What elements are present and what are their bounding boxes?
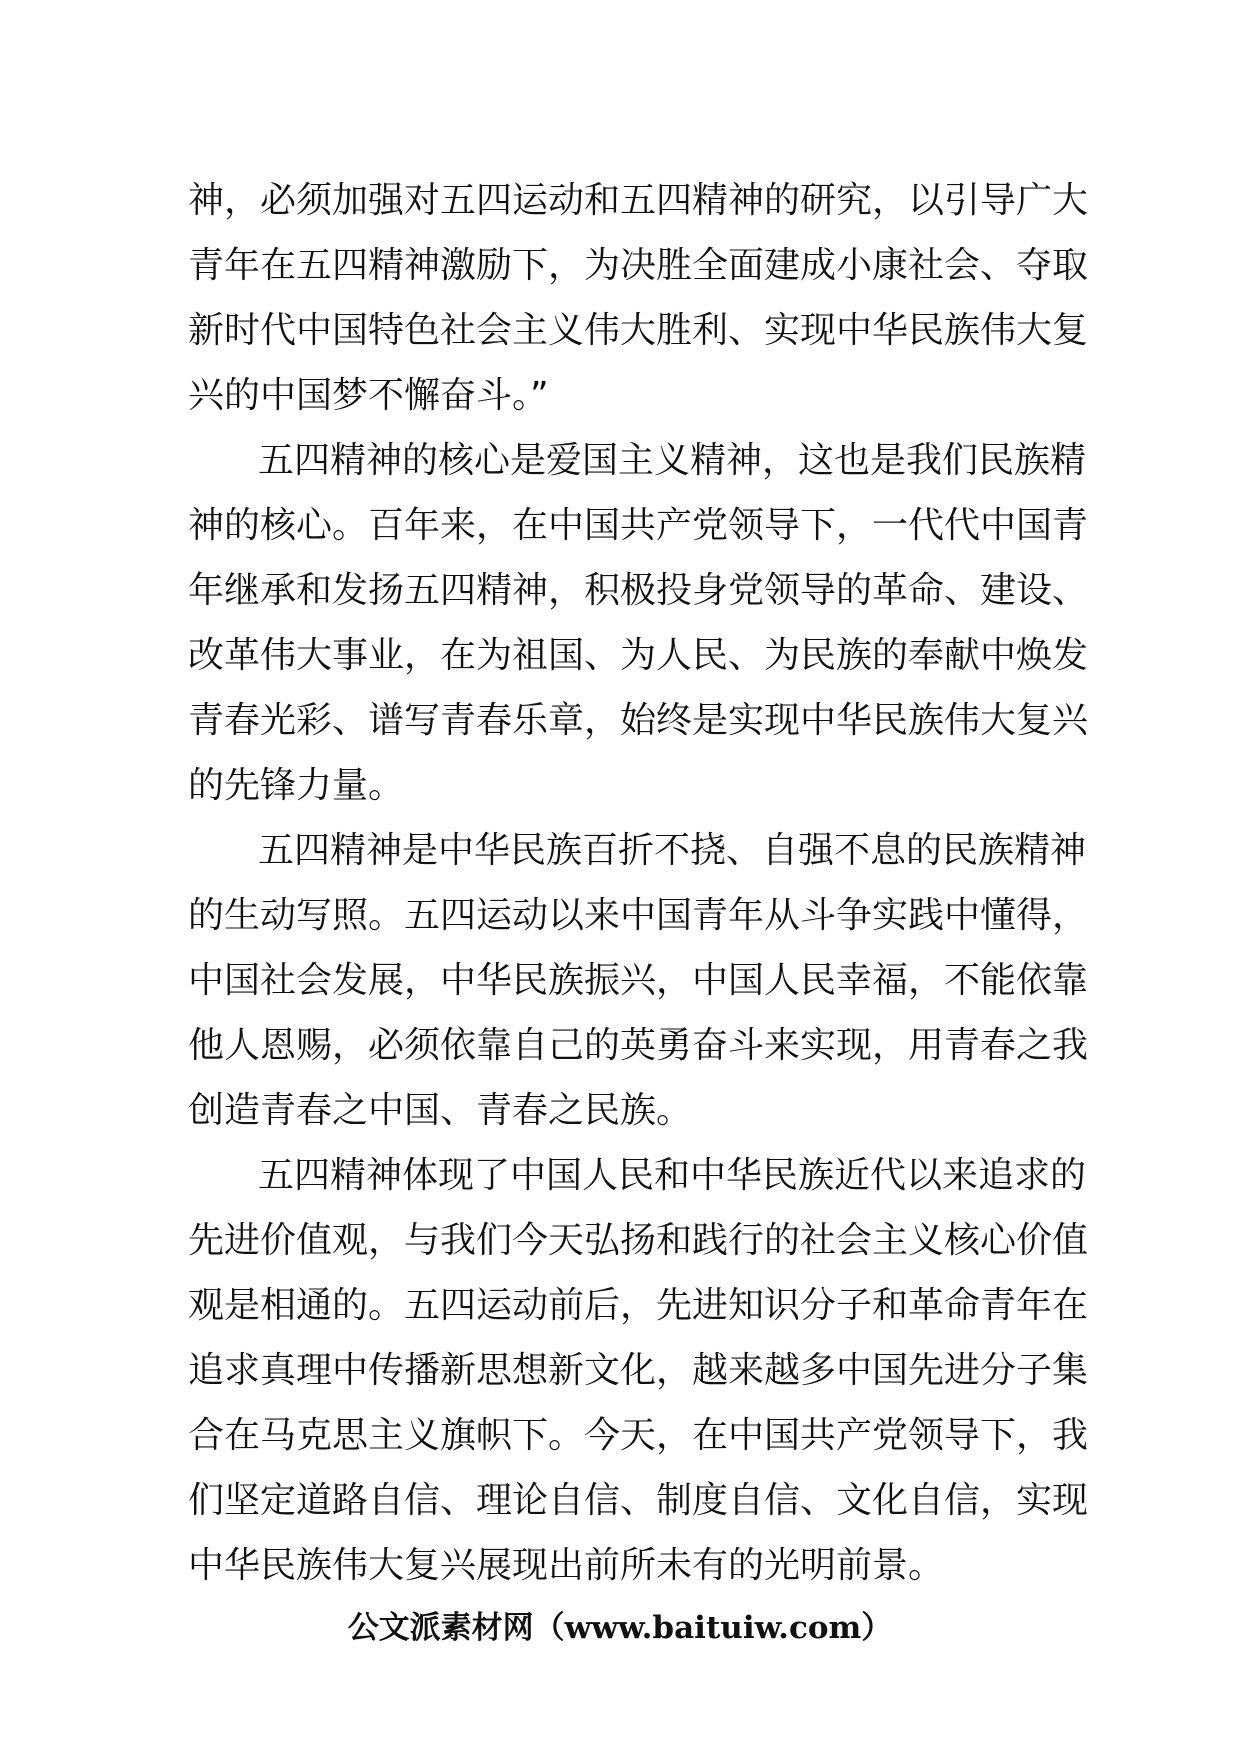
text-line: 先进价值观，与我们今天弘扬和践行的社会主义核心价值 — [188, 1220, 1089, 1261]
paragraph — [188, 168, 1089, 428]
text-line: 的生动写照。五四运动以来中国青年从斗争实践中懂得， — [188, 895, 1089, 936]
text-line: 五四精神的核心是爱国主义精神，这也是我们民族精 — [258, 440, 1087, 481]
text-line: 们坚定道路自信、理论自信、制度自信、文化自信，实现 — [188, 1480, 1089, 1521]
text-line: 青年在五四精神激励下，为决胜全面建成小康社会、夺取 — [188, 245, 1089, 286]
text-line: 改革伟大事业，在为祖国、为人民、为民族的奉献中焕发 — [188, 635, 1089, 676]
text-line: 中国社会发展，中华民族振兴，中国人民幸福，不能依靠 — [188, 960, 1089, 1001]
text-line: 神的核心。百年来，在中国共产党领导下，一代代中国青 — [188, 505, 1089, 546]
text-line: 追求真理中传播新思想新文化，越来越多中国先进分子集 — [188, 1350, 1089, 1391]
text-line: 神，必须加强对五四运动和五四精神的研究，以引导广大 — [188, 180, 1089, 221]
paragraph — [188, 818, 1089, 1143]
paragraph — [188, 428, 1089, 818]
text-line: 观是相通的。五四运动前后，先进知识分子和革命青年在 — [188, 1285, 1089, 1326]
text-line: 年继承和发扬五四精神，积极投身党领导的革命、建设、 — [188, 570, 1089, 611]
text-line: 五四精神是中华民族百折不挠、自强不息的民族精神 — [258, 830, 1087, 871]
text-line: 兴的中国梦不懈奋斗。” — [188, 375, 549, 416]
footer-source: 公文派素材网（www.baituiw.com） — [347, 1610, 893, 1646]
document-body — [188, 168, 1089, 1598]
text-line: 青春光彩、谱写青春乐章，始终是实现中华民族伟大复兴 — [188, 700, 1089, 741]
text-line: 他人恩赐，必须依靠自己的英勇奋斗来实现，用青春之我 — [188, 1025, 1089, 1066]
paragraph — [188, 1143, 1089, 1598]
text-line: 合在马克思主义旗帜下。今天，在中国共产党领导下，我 — [188, 1415, 1089, 1456]
text-line: 新时代中国特色社会主义伟大胜利、实现中华民族伟大复 — [188, 310, 1089, 351]
text-line: 中华民族伟大复兴展现出前所未有的光明前景。 — [188, 1545, 945, 1586]
text-line: 的先锋力量。 — [188, 765, 405, 806]
text-line: 创造青春之中国、青春之民族。 — [188, 1090, 693, 1131]
text-line: 五四精神体现了中国人民和中华民族近代以来追求的 — [258, 1155, 1087, 1196]
